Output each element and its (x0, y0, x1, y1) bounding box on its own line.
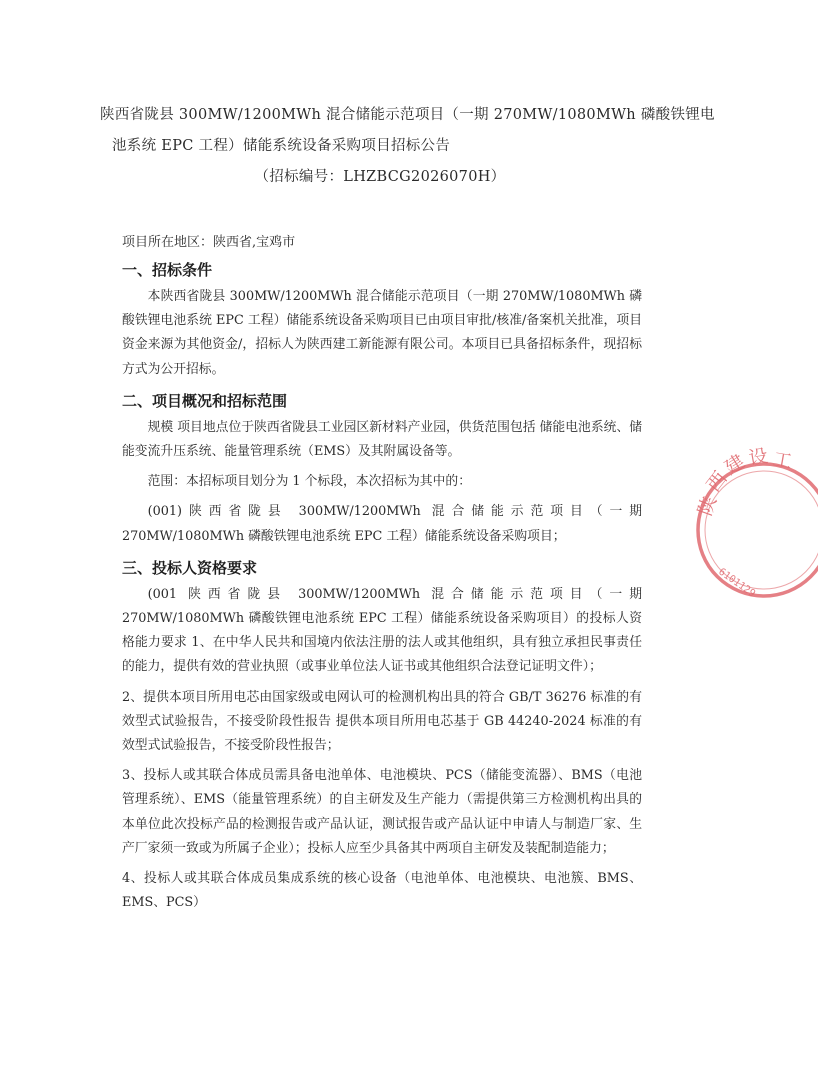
section-2-heading: 二、项目概况和招标范围 (122, 391, 288, 410)
section-2-paragraph-scale: 规模 项目地点位于陕西省陇县工业园区新材料产业园，供货范围包括 储能电池系统、储能变流升压系统、能量管理系统（EMS）及其附属设备等。 (122, 419, 643, 460)
section-1-heading: 一、招标条件 (122, 261, 213, 279)
section-3-paragraph-1: (001 陕西省陇县 300MW/1200MWh 混合储能示范项目（一期 270MW/1080MWh 磷酸铁锂电池系统 EPC 工程）储能系统设备采购项目）的投标人资格能力要求 1、在中华人民共和国境内依法注册的法人或其他组织，具有独立承担民事责任的能力，提供有效的营业执照（或事业单位法人证书或其他组织合法登记证明文件）； (122, 586, 642, 675)
tender-number: （招标编号：LHZBCG2026070H） (254, 169, 506, 185)
svg-text:工: 工 (771, 448, 794, 474)
section-3-paragraph-4: 4、投标人或其联合体成员集成系统的核心设备（电池单体、电池模块、电池簇、BMS、EMS、PCS） (122, 871, 642, 911)
title-line-1: 陕西省陇县 300MW/1200MWh 混合储能示范项目（一期 270MW/1080MWh 磷酸铁锂电 (100, 107, 715, 123)
document-body (122, 255, 642, 915)
project-region: 项目所在地区：陕西省,宝鸡市 (122, 235, 296, 250)
section-3-paragraph-3: 3、投标人或其联合体成员需具备电池单体、电池模块、PCS（储能变流器）、BMS（电池管理系统）、EMS（能量管理系统）的自主研发及生产能力（需提供第三方检测机构出具的本单位此次投标产品的检测报告或产品认证，测试报告或产品认证中申请人与制造厂家、生产厂家须一致或为所属子企业）；投标人应至少具备其中两项自主研发及装配制造能力； (122, 768, 642, 856)
document-title (100, 100, 715, 193)
title-line-2: 池系统 EPC 工程）储能系统设备采购项目招标公告 (112, 138, 451, 154)
section-1-paragraph: 本陕西省陇县 300MW/1200MWh 混合储能示范项目（一期 270MW/1080MWh 磷酸铁锂电池系统 EPC 工程）储能系统设备采购项目已由项目审批/核准/备案机关批准，项目资金来源为其他资金/，招标人为陕西建工新能源有限公司。本项目已具备招标条件，现招标方式为公开招标。 (122, 289, 642, 377)
section-3-heading: 三、投标人资格要求 (122, 558, 258, 577)
svg-text:陕: 陕 (694, 493, 722, 519)
svg-text:设: 设 (747, 444, 770, 470)
svg-text:6101129: 6101129 (716, 566, 758, 600)
section-3-paragraph-2: 2、提供本项目所用电芯由国家级或电网认可的检测机构出具的符合 GB/T 36276 标准的有效型式试验报告，不接受阶段性报告 提供本项目所用电芯基于 GB 44240-2024 标准的有效型式试验报告，不接受阶段性报告； (122, 689, 642, 754)
svg-text:建: 建 (720, 450, 749, 480)
section-2-paragraph-scope: 范围：本招标项目划分为 1 个标段，本次招标为其中的： (147, 474, 471, 490)
section-2-paragraph-lot: (001)陕西省陇县 300MW/1200MWh 混合储能示范项目（一期 270MW/1080MWh 磷酸铁锂电池系统 EPC 工程）储能系统设备采购项目； (122, 504, 642, 544)
svg-text:西: 西 (702, 467, 732, 497)
company-seal-icon (690, 444, 818, 605)
